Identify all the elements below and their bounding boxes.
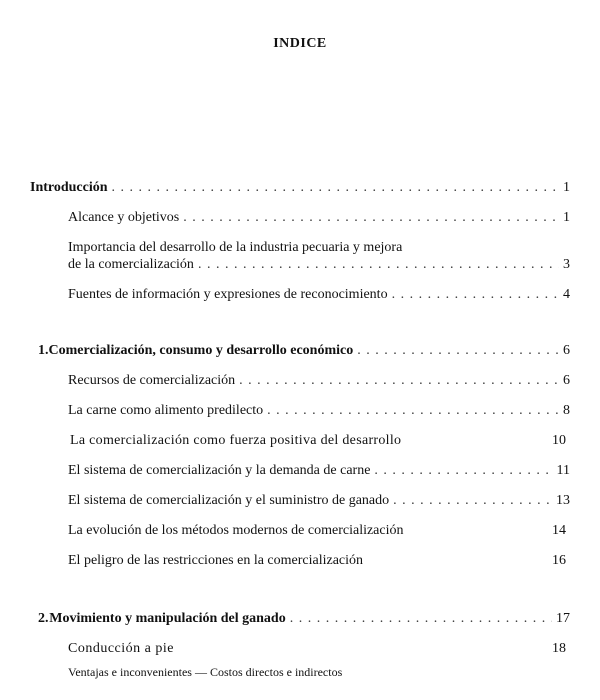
toc-item-label: El peligro de las restricciones en la comercialización: [68, 553, 364, 568]
toc-heading: Movimiento y manipulación del ganado: [49, 611, 286, 626]
toc-subnote: Ventajas e inconvenientes — Costos directos e indirectos: [68, 665, 343, 679]
toc-entry: [68, 403, 570, 419]
leader-dots: [290, 611, 552, 627]
toc-item-label: Recursos de comercialización: [68, 373, 236, 388]
toc-page-number: 1: [563, 180, 570, 195]
toc-item-label: El sistema de comercialización y la demanda de carne: [68, 463, 371, 478]
toc-entry: [68, 373, 570, 389]
page-title: INDICE: [273, 36, 327, 51]
toc-page-number: 17: [556, 611, 570, 626]
toc-page-number: 3: [563, 257, 570, 272]
toc-item-label: La comercialización como fuerza positiva del desarrollo: [70, 433, 402, 448]
toc-item-label: La carne como alimento predilecto: [68, 403, 264, 418]
toc-page-number: 13: [556, 493, 570, 508]
toc-page-number: 6: [563, 373, 570, 388]
toc-entry-introduccion: [30, 180, 570, 196]
toc-entry: [68, 493, 570, 509]
leader-dots: [267, 403, 559, 419]
toc-page-number: 18: [552, 641, 566, 656]
toc-page-number: 6: [563, 343, 570, 358]
chapter-number: 2.: [38, 611, 49, 626]
toc-entry: [68, 210, 570, 226]
toc-entry-chapter-1: [38, 343, 570, 359]
toc-heading: Comercialización, consumo y desarrollo económico: [48, 343, 354, 358]
toc-item-label: La evolución de los métodos modernos de comercialización: [68, 523, 404, 538]
leader-dots: [392, 287, 559, 303]
toc-entry: [68, 463, 570, 479]
toc-item-label: El sistema de comercialización y el suministro de ganado: [68, 493, 390, 508]
toc-item-label: Alcance y objetivos: [68, 210, 180, 225]
toc-page-number: 1: [563, 210, 570, 225]
leader-dots: [374, 463, 552, 479]
toc-page-number: 16: [552, 553, 566, 568]
chapter-number: 1.: [38, 343, 49, 358]
leader-dots: [239, 373, 559, 389]
toc-page-number: 11: [556, 463, 570, 478]
leader-dots: [393, 493, 552, 509]
toc-item-label-line2: de la comercialización: [68, 257, 194, 272]
toc-entry: [68, 287, 570, 303]
toc-item-label: Fuentes de información y expresiones de reconocimiento: [68, 287, 388, 302]
leader-dots: [112, 180, 559, 196]
leader-dots: [198, 257, 559, 273]
leader-dots: [357, 343, 559, 359]
toc-heading: Introducción: [30, 180, 108, 195]
toc-item-label: Conducción a pie: [68, 641, 174, 656]
toc-entry-chapter-2: [38, 611, 570, 627]
toc-item-label-line1: Importancia del desarrollo de la industria pecuaria y mejora: [68, 240, 403, 255]
toc-page-number: 10: [552, 433, 566, 448]
toc-page-number: 4: [563, 287, 570, 302]
toc-entry: [68, 257, 570, 273]
leader-dots: [183, 210, 559, 226]
toc-page-number: 8: [563, 403, 570, 418]
toc-page-number: 14: [552, 523, 566, 538]
